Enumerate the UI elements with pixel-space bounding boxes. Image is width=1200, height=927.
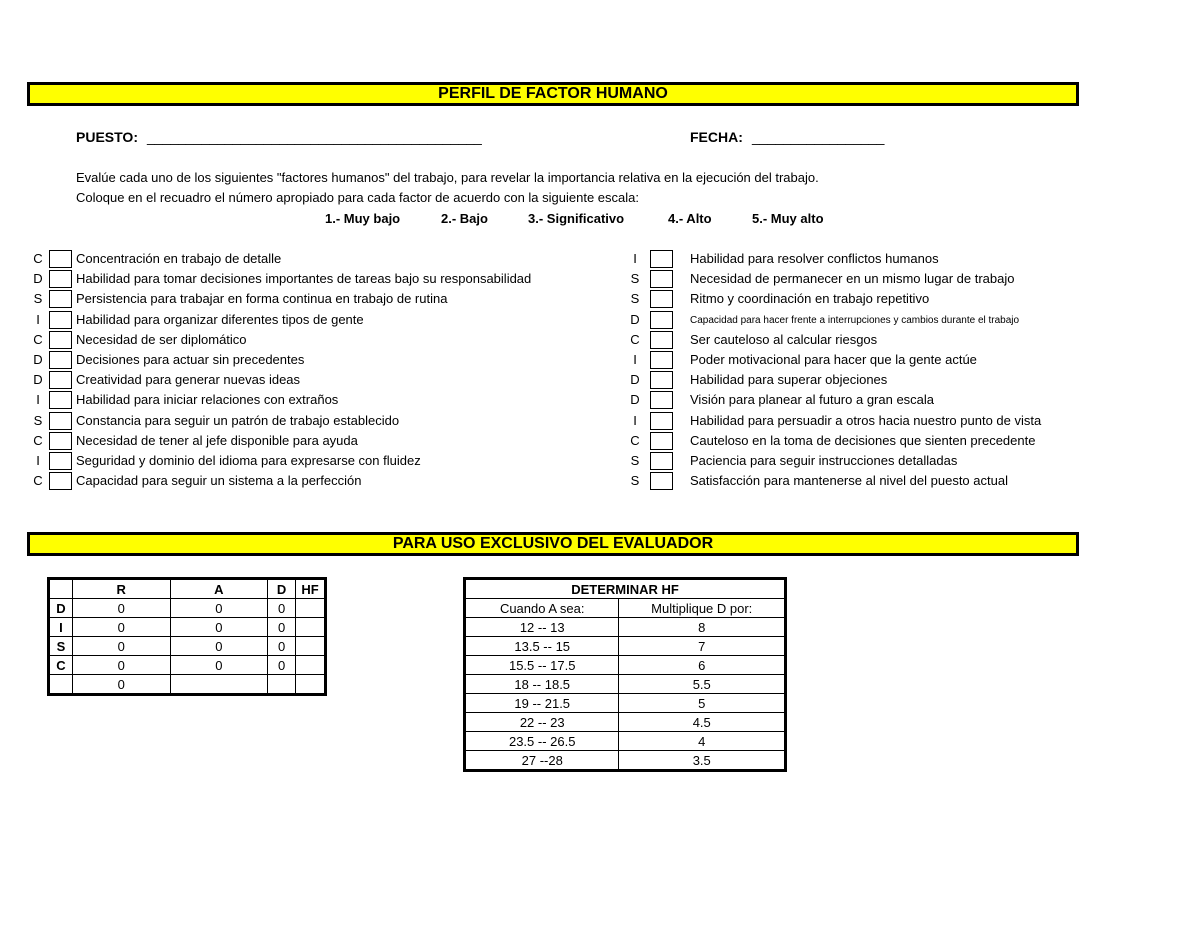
table-row (49, 599, 326, 618)
rating-box[interactable] (49, 311, 72, 329)
row-label: C (49, 656, 73, 675)
factor-label: Ritmo y coordinación en trabajo repetitivo (690, 291, 930, 307)
results-table (47, 577, 327, 696)
instruction-line-1: Evalúe cada uno de los siguientes "factores humanos" del trabajo, para revelar la importancia relativa en la ejecución del trabajo. (76, 170, 819, 185)
table-cell[interactable] (170, 675, 268, 695)
table-cell: 4.5 (619, 713, 786, 732)
factor-label: Paciencia para seguir instrucciones detalladas (690, 453, 958, 468)
factor-code: C (33, 251, 43, 266)
table-cell[interactable] (296, 599, 326, 618)
factor-code: I (633, 352, 637, 367)
rating-box[interactable] (49, 452, 72, 470)
table-header-row (465, 599, 786, 618)
table-cell[interactable]: 0 (268, 599, 296, 618)
factor-code: C (33, 331, 43, 347)
row-label (49, 675, 73, 695)
factor-code: D (630, 372, 640, 388)
puesto-label: PUESTO: (76, 129, 138, 145)
table-cell[interactable] (296, 675, 326, 695)
table-cell: 8 (619, 618, 786, 637)
factor-label: Habilidad para superar objeciones (690, 372, 888, 388)
table-cell[interactable] (268, 675, 296, 695)
rating-box[interactable] (49, 432, 72, 450)
table-cell: 22 -- 23 (465, 713, 619, 732)
factor-label: Habilidad para resolver conflictos humanos (690, 251, 939, 266)
rating-box[interactable] (650, 412, 673, 430)
table-row (49, 618, 326, 637)
factor-label: Satisfacción para mantenerse al nivel del puesto actual (690, 473, 1008, 489)
scale-item: 5.- Muy alto (752, 211, 824, 226)
row-label: D (49, 599, 73, 618)
table-row (465, 751, 786, 771)
factor-label: Decisiones para actuar sin precedentes (76, 352, 305, 367)
hf-table (463, 577, 787, 772)
table-cell: 19 -- 21.5 (465, 694, 619, 713)
rating-box[interactable] (650, 472, 673, 490)
rating-box[interactable] (650, 250, 673, 268)
table-header-cell: Cuando A sea: (465, 599, 619, 618)
factor-code: I (36, 311, 40, 327)
rating-box[interactable] (49, 290, 72, 308)
table-cell: 12 -- 13 (465, 618, 619, 637)
factor-code: D (630, 311, 640, 327)
instruction-line-2: Coloque en el recuadro el número apropiado para cada factor de acuerdo con la siguiente escala: (76, 190, 639, 205)
table-cell: 5 (619, 694, 786, 713)
evaluator-title: PARA USO EXCLUSIVO DEL EVALUADOR (27, 532, 1079, 556)
rating-box[interactable] (650, 290, 673, 308)
factor-code: S (630, 291, 640, 307)
table-row (465, 637, 786, 656)
table-row (465, 713, 786, 732)
table-header-row (49, 579, 326, 599)
hf-table-title: DETERMINAR HF (465, 579, 786, 599)
table-cell[interactable]: 0 (268, 618, 296, 637)
table-row (465, 694, 786, 713)
factor-code: C (33, 432, 43, 448)
table-cell: 18 -- 18.5 (465, 675, 619, 694)
rating-box[interactable] (650, 371, 673, 389)
table-cell: 7 (619, 637, 786, 656)
rating-box[interactable] (49, 250, 72, 268)
rating-box[interactable] (49, 391, 72, 409)
factor-code: D (33, 372, 43, 388)
factor-label: Cauteloso en la toma de decisiones que sienten precedente (690, 432, 1036, 448)
total-cell[interactable]: 0 (72, 675, 170, 695)
scale-item: 2.- Bajo (441, 211, 488, 226)
scale-item: 4.- Alto (668, 211, 712, 226)
table-header-cell: D (268, 579, 296, 599)
table-cell[interactable] (296, 656, 326, 675)
table-row (49, 675, 326, 695)
rating-box[interactable] (650, 432, 673, 450)
factor-label: Creatividad para generar nuevas ideas (76, 372, 301, 388)
factor-label: Persistencia para trabajar en forma continua en trabajo de rutina (76, 291, 448, 307)
factor-code: C (33, 473, 43, 489)
table-cell[interactable]: 0 (170, 656, 268, 675)
rating-box[interactable] (650, 391, 673, 409)
factor-code: I (36, 453, 40, 468)
factor-code: S (33, 291, 43, 307)
factor-label: Habilidad para persuadir a otros hacia nuestro punto de vista (690, 412, 1042, 428)
factor-label: Ser cauteloso al calcular riesgos (690, 331, 878, 347)
factor-code: I (633, 412, 637, 428)
factor-code: D (33, 352, 43, 367)
row-label: S (49, 637, 73, 656)
table-cell[interactable]: 0 (268, 656, 296, 675)
factor-label: Constancia para seguir un patrón de trabajo establecido (76, 412, 400, 428)
fecha-field[interactable]: _________________ (752, 129, 885, 145)
factor-label: Seguridad y dominio del idioma para expresarse con fluidez (76, 453, 421, 468)
rating-box[interactable] (650, 351, 673, 369)
table-cell: 15.5 -- 17.5 (465, 656, 619, 675)
factor-label: Visión para planear al futuro a gran escala (690, 392, 935, 408)
factor-label: Poder motivacional para hacer que la gente actúe (690, 352, 977, 367)
factor-label: Necesidad de ser diplomático (76, 331, 247, 347)
table-header-cell: R (72, 579, 170, 599)
factor-label: Habilidad para iniciar relaciones con extraños (76, 392, 339, 408)
table-row (49, 656, 326, 675)
table-cell[interactable]: 0 (72, 618, 170, 637)
table-header-cell: HF (296, 579, 326, 599)
table-cell[interactable]: 0 (170, 599, 268, 618)
rating-box[interactable] (650, 331, 673, 349)
table-cell[interactable]: 0 (170, 618, 268, 637)
table-cell: 13.5 -- 15 (465, 637, 619, 656)
table-row (465, 732, 786, 751)
rating-box[interactable] (650, 311, 673, 329)
table-cell[interactable] (296, 618, 326, 637)
factor-code: D (630, 392, 640, 408)
row-label: I (49, 618, 73, 637)
table-cell[interactable] (296, 637, 326, 656)
factor-code: C (630, 331, 640, 347)
scale-item: 1.- Muy bajo (325, 211, 401, 226)
factor-label: Capacidad para seguir un sistema a la perfección (76, 473, 362, 489)
rating-box[interactable] (650, 452, 673, 470)
factor-code: S (33, 412, 43, 428)
factor-code: S (630, 271, 640, 287)
factor-label: Habilidad para organizar diferentes tipos de gente (76, 311, 364, 327)
table-cell: 23.5 -- 26.5 (465, 732, 619, 751)
factor-code: D (33, 271, 43, 287)
table-header-cell: Multiplique D por: (619, 599, 786, 618)
factor-label: Necesidad de tener al jefe disponible para ayuda (76, 432, 358, 448)
table-cell: 4 (619, 732, 786, 751)
table-cell[interactable]: 0 (170, 637, 268, 656)
rating-box[interactable] (49, 472, 72, 490)
factor-label: Concentración en trabajo de detalle (76, 251, 282, 266)
rating-box[interactable] (49, 371, 72, 389)
table-cell[interactable]: 0 (72, 599, 170, 618)
factor-label: Necesidad de permanecer en un mismo lugar de trabajo (690, 271, 1015, 287)
table-cell: 6 (619, 656, 786, 675)
puesto-field[interactable]: ___________________________________________ (147, 129, 482, 145)
table-cell: 5.5 (619, 675, 786, 694)
factor-label: Capacidad para hacer frente a interrupciones y cambios durante el trabajo (690, 314, 1020, 326)
table-cell: 3.5 (619, 751, 786, 771)
table-header-cell (49, 579, 73, 599)
rating-box[interactable] (650, 270, 673, 288)
table-cell[interactable]: 0 (268, 637, 296, 656)
factor-code: I (36, 392, 40, 408)
factor-code: S (630, 453, 640, 468)
table-row (465, 656, 786, 675)
table-row (465, 618, 786, 637)
factor-label: Habilidad para tomar decisiones importantes de tareas bajo su responsabilidad (76, 271, 532, 287)
table-row (465, 675, 786, 694)
rating-box[interactable] (49, 331, 72, 349)
rating-box[interactable] (49, 270, 72, 288)
rating-box[interactable] (49, 412, 72, 430)
rating-box[interactable] (49, 351, 72, 369)
factor-code: C (630, 432, 640, 448)
table-row (49, 637, 326, 656)
page-title: PERFIL DE FACTOR HUMANO (27, 82, 1079, 106)
scale-item: 3.- Significativo (528, 211, 625, 226)
factor-code: I (633, 251, 637, 266)
fecha-label: FECHA: (690, 129, 743, 145)
table-header-cell: A (170, 579, 268, 599)
table-cell: 27 --28 (465, 751, 619, 771)
table-cell[interactable]: 0 (72, 656, 170, 675)
table-cell[interactable]: 0 (72, 637, 170, 656)
factor-code: S (630, 473, 640, 489)
